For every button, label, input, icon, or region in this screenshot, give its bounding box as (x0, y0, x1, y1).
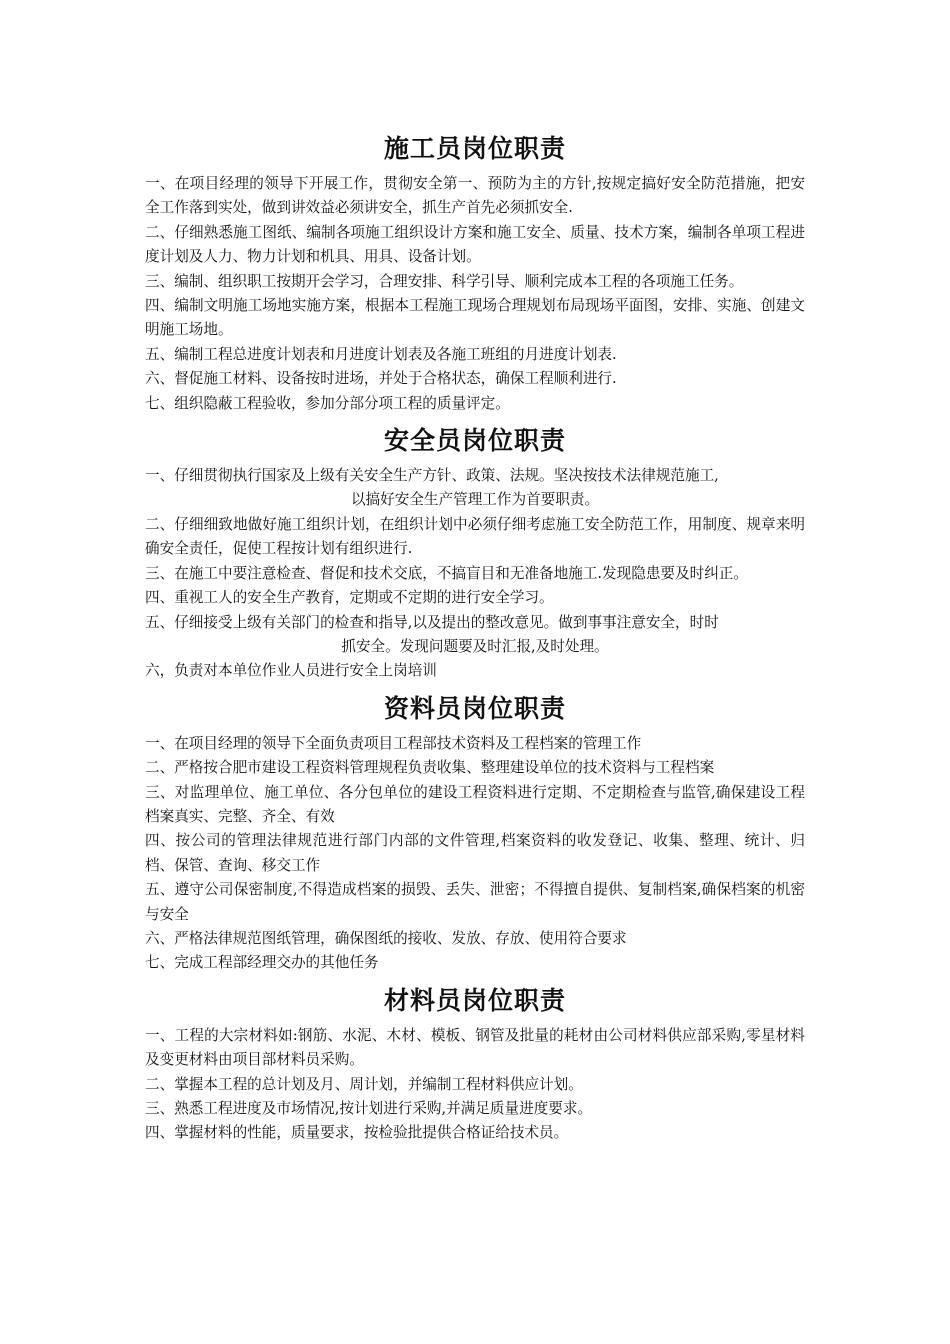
list-item: 四、重视工人的安全生产教育，定期或不定期的进行安全学习。 (145, 589, 554, 607)
section-title: 安全员岗位职责 (383, 426, 566, 456)
list-item-continuation: 抓安全。发现问题要及时汇报,及时处理。 (341, 637, 609, 655)
list-item: 七、完成工程部经理交办的其他任务 (145, 954, 379, 972)
list-item: 三、编制、组织职工按期开会学习，合理安排、科学引导、顺利完成本工程的各项施工任务。 (145, 272, 744, 290)
list-item (145, 464, 805, 513)
section-document-clerk (145, 686, 805, 976)
list-item: 七、组织隐蔽工程验收，参加分部分项工程的质量评定。 (145, 394, 510, 412)
list-item: 六、督促施工材料、设备按时进场，并处于合格状态，确保工程顺利进行. (145, 370, 617, 388)
list-item: 五、遵守公司保密制度,不得造成档案的损毁、丢失、泄密；不得擅自提供、复制档案,确保档案的机密与安全 (145, 881, 805, 923)
list-item (145, 611, 805, 660)
list-item: 三、对监理单位、施工单位、各分包单位的建设工程资料进行定期、不定期检查与监管,确保建设工程档案真实、完整、齐全、有效 (145, 783, 805, 825)
list-item: 三、熟悉工程进度及市场情况,按计划进行采购,并满足质量进度要求。 (145, 1100, 593, 1117)
section-title: 材料员岗位职责 (383, 985, 566, 1015)
list-item: 六，负责对本单位作业人员进行安全上岗培训 (145, 662, 437, 680)
section-title: 资料员岗位职责 (383, 693, 566, 723)
section-safety-officer (145, 418, 805, 684)
list-item: 二、仔细熟悉施工图纸、编制各项施工组织设计方案和施工安全、质量、技术方案，编制各单项工程进度计划及人力、物力计划和机具、用具、设备计划。 (145, 223, 805, 266)
document-content (145, 126, 805, 1148)
list-item-continuation: 以搞好安全生产管理工作为首要职责。 (350, 491, 600, 509)
list-item: 一、在项目经理的领导下全面负责项目工程部技术资料及工程档案的管理工作 (145, 734, 642, 752)
list-item: 四、编制文明施工场地实施方案，根据本工程施工现场合理规划布局现场平面图，安排、实施、创建文明施工场地。 (145, 297, 805, 339)
list-item: 一、在项目经理的领导下开展工作，贯彻安全第一、预防为主的方针,按规定搞好安全防范措施，把安全工作落到实处，做到讲效益必须讲安全，抓生产首先必须抓安全. (145, 175, 805, 217)
list-item: 六、严格法律规范图纸管理，确保图纸的接收、发放、存放、使用符合要求 (145, 929, 627, 947)
list-item: 三、在施工中要注意检查、督促和技术交底，不搞盲目和无准备地施工.发现隐患要及时纠正。 (145, 564, 748, 582)
list-item: 二、仔细细致地做好施工组织计划，在组织计划中必须仔细考虑施工安全防范工作，用制度、规章来明确安全责任，促使工程按计划有组织进行. (145, 515, 805, 558)
list-item: 二、严格按合肥市建设工程资料管理规程负责收集、整理建设单位的技术资料与工程档案 (145, 759, 715, 777)
list-item: 五、编制工程总进度计划表和月进度计划表及各施工班组的月进度计划表. (145, 345, 617, 363)
section-materials-clerk (145, 978, 805, 1146)
list-item-line: 五、仔细接受上级有关部门的检查和指导,以及提出的整改意见。做到事事注意安全，时时 (145, 613, 719, 631)
list-item: 四、掌握材料的性能，质量要求，按检验批提供合格证给技术员。 (145, 1124, 569, 1142)
list-item-line: 一、仔细贯彻执行国家及上级有关安全生产方针、政策、法规。坚决按技术法律规范施工, (145, 467, 719, 485)
section-construction-staff (145, 126, 805, 416)
list-item: 四、按公司的管理法律规范进行部门内部的文件管理,档案资料的收发登记、收集、整理、统计、归档、保管、查询、移交工作 (145, 832, 805, 874)
section-title: 施工员岗位职责 (383, 134, 566, 163)
list-item: 一、工程的大宗材料如:钢筋、水泥、木材、模板、钢管及批量的耗材由公司材料供应部采购,零星材料及变更材料由项目部材料员采购。 (145, 1026, 805, 1069)
list-item: 二、掌握本工程的总计划及月、周计划，并编制工程材料供应计划。 (145, 1075, 583, 1093)
